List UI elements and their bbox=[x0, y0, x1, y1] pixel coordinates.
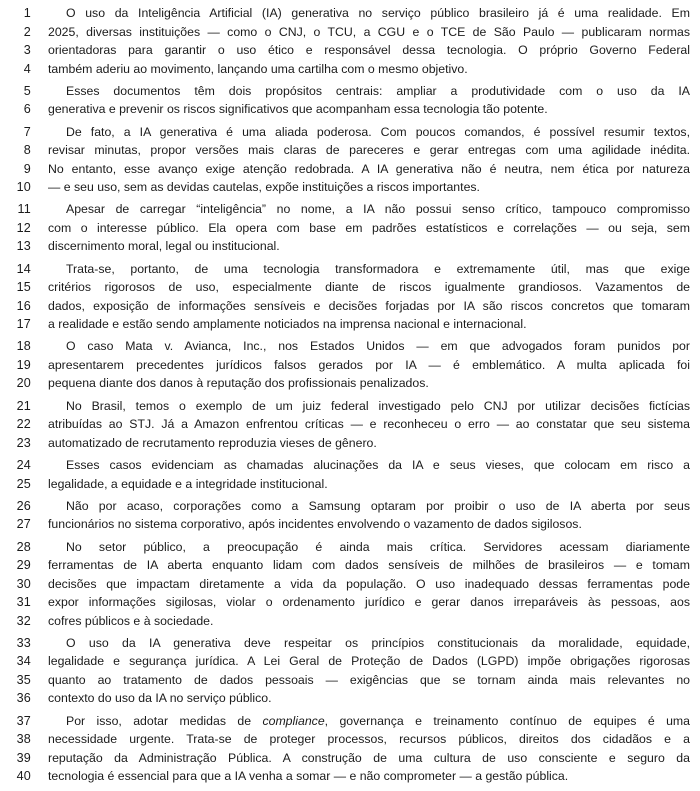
document-line bbox=[0, 219, 700, 238]
line-number: 40 bbox=[16, 769, 31, 784]
document-line bbox=[0, 575, 700, 594]
line-number: 32 bbox=[16, 613, 31, 628]
line-number: 7 bbox=[23, 124, 31, 139]
document-line bbox=[0, 593, 700, 612]
line-number: 19 bbox=[16, 357, 31, 372]
paragraph bbox=[0, 538, 700, 631]
line-text: No entanto, esse avanço exige atenção redobrada. A IA generativa não é neutra, nem ética por natureza bbox=[48, 161, 690, 176]
document-line bbox=[0, 612, 700, 631]
line-text: tecnologia é essencial para que a IA venha a somar — e não comprometer — a gestão pública. bbox=[48, 769, 569, 784]
document-line bbox=[0, 123, 700, 142]
document-line bbox=[0, 278, 700, 297]
text-segment: Por isso, adotar medidas de bbox=[66, 713, 263, 728]
paragraph bbox=[0, 456, 700, 493]
line-number: 31 bbox=[16, 595, 31, 610]
document-line bbox=[0, 41, 700, 60]
line-number: 23 bbox=[16, 435, 31, 450]
document-line bbox=[0, 200, 700, 219]
document-line bbox=[0, 178, 700, 197]
document-line bbox=[0, 297, 700, 316]
document-line bbox=[0, 434, 700, 453]
line-text: decisões que impactam diretamente a vida da população. O uso inadequado dessas ferramentas pode bbox=[48, 576, 690, 591]
document-line bbox=[0, 456, 700, 475]
line-number: 27 bbox=[16, 517, 31, 532]
line-number: 37 bbox=[16, 713, 31, 728]
document-line bbox=[0, 538, 700, 557]
document-line bbox=[0, 141, 700, 160]
paragraph bbox=[0, 337, 700, 393]
document-line bbox=[0, 315, 700, 334]
line-text: De fato, a IA generativa é uma aliada poderosa. Com poucos comandos, é possível resumir textos, bbox=[66, 124, 690, 139]
line-text: também aderiu ao movimento, lançando uma cartilha com o mesmo objetivo. bbox=[48, 61, 468, 76]
line-text: automatizado de recrutamento reproduzia vieses de gênero. bbox=[48, 435, 377, 450]
line-number: 33 bbox=[16, 635, 31, 650]
line-number: 25 bbox=[16, 476, 31, 491]
document-line bbox=[0, 730, 700, 749]
document-line bbox=[0, 497, 700, 516]
line-number: 17 bbox=[16, 317, 31, 332]
line-number: 28 bbox=[16, 539, 31, 554]
line-number: 11 bbox=[17, 202, 31, 217]
line-text: O caso Mata v. Avianca, Inc., nos Estados Unidos — em que advogados foram punidos por bbox=[66, 339, 690, 354]
line-text: expor informações sigilosas, violar o ordenamento jurídico e gerar danos irreparáveis às pessoas, aos bbox=[48, 595, 690, 610]
line-number: 39 bbox=[16, 750, 31, 765]
line-text: reputação da Administração Pública. A construção de uma cultura de uso consciente e seguro da bbox=[48, 750, 690, 765]
document-line bbox=[0, 634, 700, 653]
document-line bbox=[0, 82, 700, 101]
document-line bbox=[0, 356, 700, 375]
paragraph bbox=[0, 397, 700, 453]
line-number: 20 bbox=[16, 376, 31, 391]
line-number: 24 bbox=[16, 458, 31, 473]
line-number: 35 bbox=[16, 672, 31, 687]
document-line bbox=[0, 374, 700, 393]
document-line bbox=[0, 556, 700, 575]
line-number: 26 bbox=[16, 498, 31, 513]
document-line bbox=[0, 475, 700, 494]
line-text: critérios rigorosos de uso, especialmente diante de riscos igualmente grandiosos. Vazamentos de bbox=[48, 280, 690, 295]
line-text: quanto ao tratamento de dados pessoais — exigências que se tornam ainda mais relevantes no bbox=[48, 672, 690, 687]
line-text: Esses casos evidenciam as chamadas alucinações da IA e seus vieses, que colocam em risco a bbox=[66, 458, 690, 473]
line-text: 2025, diversas instituições — como o CNJ, o TCU, a CGU e o TCE de São Paulo — publicaram normas bbox=[48, 24, 690, 39]
document-line bbox=[0, 4, 700, 23]
paragraph bbox=[0, 200, 700, 256]
document-line bbox=[0, 100, 700, 119]
line-text: cofres públicos e à sociedade. bbox=[48, 613, 214, 628]
line-text: Apesar de carregar “inteligência” no nome, a IA não possui senso crítico, tampouco compromisso bbox=[66, 202, 690, 217]
document-line bbox=[0, 23, 700, 42]
line-text: Esses documentos têm dois propósitos centrais: ampliar a produtividade com o uso da IA bbox=[66, 83, 690, 98]
paragraph bbox=[0, 634, 700, 708]
line-number: 9 bbox=[23, 161, 31, 176]
line-text: necessidade urgente. Trata-se de proteger processos, recursos públicos, direitos dos cidadãos e a bbox=[48, 732, 690, 747]
line-number: 38 bbox=[16, 732, 31, 747]
line-number: 6 bbox=[23, 102, 31, 117]
line-text: Trata-se, portanto, de uma tecnologia transformadora e extremamente útil, mas que exige bbox=[66, 261, 690, 276]
line-number: 1 bbox=[23, 6, 31, 20]
line-text bbox=[48, 712, 690, 731]
line-number: 21 bbox=[16, 398, 31, 413]
line-text: O uso da Inteligência Artificial (IA) generativa no serviço público brasileiro já é uma realidade. Em bbox=[66, 6, 690, 20]
document-line bbox=[0, 260, 700, 279]
document-line bbox=[0, 749, 700, 768]
line-number: 10 bbox=[16, 180, 31, 195]
line-text: funcionários no sistema corporativo, após incidentes envolvendo o vazamento de dados sigilosos. bbox=[48, 517, 582, 532]
line-number: 22 bbox=[16, 417, 31, 432]
document-line bbox=[0, 160, 700, 179]
line-text: legalidade e segurança jurídica. A Lei Geral de Proteção de Dados (LGPD) impõe obrigações rigorosas bbox=[48, 654, 690, 669]
line-text: apresentarem precedentes jurídicos falsos gerados por IA — é emblemático. A multa aplicada foi bbox=[48, 357, 690, 372]
line-text: contexto do uso da IA no serviço público. bbox=[48, 691, 272, 706]
document-line bbox=[0, 689, 700, 708]
document-line bbox=[0, 337, 700, 356]
line-text: No Brasil, temos o exemplo de um juiz federal investigado pelo CNJ por utilizar decisões fictícias bbox=[66, 398, 690, 413]
line-number: 12 bbox=[16, 220, 31, 235]
line-number: 14 bbox=[16, 261, 31, 276]
line-text: pequena diante dos danos à reputação dos profissionais penalizados. bbox=[48, 376, 429, 391]
line-text: O uso da IA generativa deve respeitar os princípios constitucionais da moralidade, equidade, bbox=[66, 635, 690, 650]
line-number: 8 bbox=[23, 143, 31, 158]
line-text: legalidade, a equidade e a integridade institucional. bbox=[48, 476, 328, 491]
document-line bbox=[0, 671, 700, 690]
line-text: No setor público, a preocupação é ainda mais crítica. Servidores acessam diariamente bbox=[66, 539, 690, 554]
line-text: revisar minutas, propor versões mais claras de pareceres e gerar entregas com uma agilidade inédita. bbox=[48, 143, 690, 158]
line-text: ferramentas de IA aberta enquanto lidam com dados sensíveis de milhões de brasileiros — e tomam bbox=[48, 558, 690, 573]
line-text: discernimento moral, legal ou institucional. bbox=[48, 239, 280, 254]
line-number: 4 bbox=[23, 61, 31, 76]
document-line bbox=[0, 60, 700, 79]
line-number: 36 bbox=[16, 691, 31, 706]
line-number: 13 bbox=[16, 239, 31, 254]
line-number: 34 bbox=[16, 654, 31, 669]
line-text: Não por acaso, corporações como a Samsung optaram por proibir o uso de IA aberta por seus bbox=[66, 498, 690, 513]
document-line bbox=[0, 652, 700, 671]
document-line bbox=[0, 767, 700, 786]
line-number: 30 bbox=[16, 576, 31, 591]
line-text: orientadoras para garantir o uso ético e responsável dessa tecnologia. O próprio Governo Federal bbox=[48, 43, 690, 57]
document-line bbox=[0, 415, 700, 434]
line-number: 15 bbox=[16, 280, 31, 295]
paragraph bbox=[0, 497, 700, 534]
document-line bbox=[0, 712, 700, 731]
line-number: 16 bbox=[16, 298, 31, 313]
text-segment: , governança e treinamento contínuo de equipes é uma bbox=[324, 713, 690, 728]
paragraph bbox=[0, 260, 700, 334]
line-text: a realidade e estão sendo amplamente noticiados na imprensa nacional e internacional. bbox=[48, 317, 527, 332]
paragraph bbox=[0, 82, 700, 119]
paragraph bbox=[0, 712, 700, 786]
line-number: 3 bbox=[23, 43, 31, 57]
line-number: 18 bbox=[16, 339, 31, 354]
document-line bbox=[0, 515, 700, 534]
document-line bbox=[0, 237, 700, 256]
paragraph bbox=[0, 123, 700, 197]
paragraph bbox=[0, 4, 700, 78]
line-number: 5 bbox=[23, 83, 31, 98]
line-text: com o interesse público. Ela opera com base em padrões estatísticos e correlações — ou seja, sem bbox=[48, 220, 690, 235]
line-text: dados, exposição de informações sensíveis e decisões forjadas por IA são riscos concretos que tomaram bbox=[48, 298, 690, 313]
document-line bbox=[0, 397, 700, 416]
line-text: generativa e prevenir os riscos significativos que acompanham essa tecnologia tão potente. bbox=[48, 102, 548, 117]
line-number: 2 bbox=[23, 24, 31, 39]
line-text: — e seu uso, sem as devidas cautelas, expõe instituições a riscos importantes. bbox=[48, 180, 480, 195]
line-text: atribuídas ao STJ. Já a Amazon enfrentou críticas — e reconheceu o erro — ao constatar que seu sistema bbox=[48, 417, 690, 432]
line-number: 29 bbox=[16, 558, 31, 573]
italic-text-segment: compliance bbox=[262, 713, 325, 728]
